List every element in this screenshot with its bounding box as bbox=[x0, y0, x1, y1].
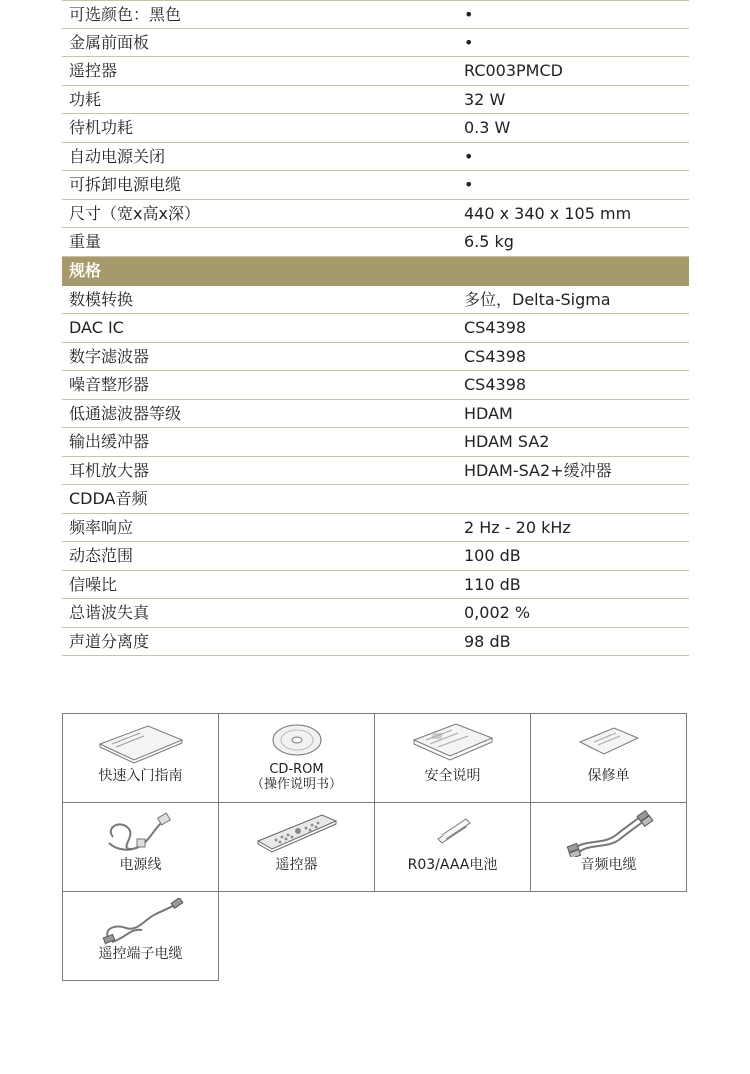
spec-row-noise-shaper bbox=[62, 371, 689, 400]
spec-value: HDAM bbox=[464, 403, 513, 423]
spec-label: 声道分离度 bbox=[69, 631, 150, 651]
spec-row-auto-off bbox=[62, 143, 689, 172]
accessory-label-line1: CD-ROM bbox=[269, 762, 324, 777]
spec-value: CS4398 bbox=[464, 346, 527, 366]
spec-value: HDAM SA2 bbox=[464, 432, 550, 451]
spec-label: 信噪比 bbox=[69, 574, 118, 594]
accessory-label: R03/AAA电池 bbox=[407, 857, 498, 873]
remote-connector-cable-icon bbox=[63, 898, 218, 946]
spec-row-dimensions bbox=[62, 200, 689, 229]
spec-row-digital-filter bbox=[62, 343, 689, 372]
spec-row-snr bbox=[62, 571, 689, 600]
spec-value: 6.5 kg bbox=[464, 232, 514, 251]
safety-instructions-icon bbox=[375, 720, 530, 768]
spec-row-cdda-audio bbox=[62, 485, 689, 514]
spec-value: 多位，Delta-Sigma bbox=[464, 289, 611, 309]
accessory-warranty-card bbox=[530, 713, 687, 803]
spec-label: CDDA音频 bbox=[69, 489, 148, 508]
spec-label: 重量 bbox=[69, 232, 102, 251]
spec-label: 功耗 bbox=[69, 89, 102, 109]
spec-label: 数模转换 bbox=[69, 289, 134, 309]
accessory-label: 快速入门指南 bbox=[98, 768, 183, 784]
accessory-label: 安全说明 bbox=[424, 768, 481, 784]
battery-icon bbox=[375, 809, 530, 857]
spec-value: 98 dB bbox=[464, 631, 511, 651]
spec-value: CS4398 bbox=[464, 318, 527, 337]
quick-start-guide-icon bbox=[63, 720, 218, 768]
spec-value: 110 dB bbox=[464, 574, 521, 594]
accessory-batteries bbox=[374, 802, 531, 892]
accessory-power-cord bbox=[62, 802, 219, 892]
spec-value: • bbox=[464, 146, 474, 166]
spec-label: 可选颜色：黑色 bbox=[69, 5, 182, 24]
spec-label: 动态范围 bbox=[69, 546, 134, 565]
accessory-label: 保修单 bbox=[587, 768, 630, 784]
spec-row-dynamic-range bbox=[62, 542, 689, 571]
spec-label: 耳机放大器 bbox=[69, 460, 150, 480]
spec-value: CS4398 bbox=[464, 375, 527, 394]
accessory-label: 电源线 bbox=[119, 857, 162, 873]
spec-row-channel-separation bbox=[62, 628, 689, 657]
spec-value: • bbox=[464, 5, 474, 24]
spec-row-frequency-response bbox=[62, 514, 689, 543]
audio-cable-icon bbox=[531, 809, 686, 857]
accessory-cd-rom bbox=[218, 713, 375, 803]
spec-label: 输出缓冲器 bbox=[69, 432, 150, 451]
spec-row-standby bbox=[62, 114, 689, 143]
remote-control-icon bbox=[219, 809, 374, 857]
spec-value: RC003PMCD bbox=[464, 61, 563, 80]
spec-row-remote bbox=[62, 57, 689, 86]
spec-label: 尺寸（宽x高x深） bbox=[69, 203, 200, 223]
accessory-audio-cable bbox=[530, 802, 687, 892]
spec-value: HDAM-SA2+缓冲器 bbox=[464, 460, 612, 480]
spec-value: • bbox=[464, 32, 474, 52]
spec-row-front-panel bbox=[62, 29, 689, 58]
accessory-safety-instructions bbox=[374, 713, 531, 803]
spec-row-weight bbox=[62, 228, 689, 257]
spec-label: 遥控器 bbox=[69, 61, 118, 80]
accessory-remote-control bbox=[218, 802, 375, 892]
spec-value: 0.3 W bbox=[464, 118, 511, 137]
accessory-label: 遥控器 bbox=[275, 857, 318, 873]
spec-value: • bbox=[464, 175, 474, 194]
warranty-card-icon bbox=[531, 720, 686, 768]
accessories-grid bbox=[62, 713, 689, 981]
spec-label: 频率响应 bbox=[69, 517, 134, 537]
accessory-label-line2: （操作说明书） bbox=[250, 777, 342, 792]
accessory-quick-start-guide bbox=[62, 713, 219, 803]
spec-value: 32 W bbox=[464, 89, 506, 109]
spec-label: 金属前面板 bbox=[69, 32, 150, 52]
accessory-label bbox=[219, 762, 374, 792]
spec-row-lowpass-filter bbox=[62, 400, 689, 429]
accessory-label: 音频电缆 bbox=[580, 857, 637, 873]
spec-label: 噪音整形器 bbox=[69, 375, 150, 394]
spec-row-color bbox=[62, 0, 689, 29]
cd-rom-icon bbox=[219, 720, 374, 768]
spec-label: 总谐波失真 bbox=[69, 603, 150, 622]
spec-label: 数字滤波器 bbox=[69, 346, 150, 366]
section-title: 规格 bbox=[69, 260, 102, 280]
spec-value: 0,002 % bbox=[464, 603, 531, 622]
spec-value: 440 x 340 x 105 mm bbox=[464, 203, 632, 223]
spec-value: 100 dB bbox=[464, 546, 521, 565]
spec-row-thd bbox=[62, 599, 689, 628]
spec-label: 自动电源关闭 bbox=[69, 146, 166, 166]
spec-label: 待机功耗 bbox=[69, 118, 134, 137]
spec-row-detachable-cable bbox=[62, 171, 689, 200]
section-header-specs bbox=[62, 257, 689, 286]
spec-value: 2 Hz - 20 kHz bbox=[464, 517, 571, 537]
spec-row-output-buffer bbox=[62, 428, 689, 457]
spec-label: 低通滤波器等级 bbox=[69, 403, 182, 423]
spec-table bbox=[62, 0, 689, 656]
accessory-remote-connector-cable bbox=[62, 891, 219, 981]
spec-row-power bbox=[62, 86, 689, 115]
accessory-label: 遥控端子电缆 bbox=[98, 946, 183, 962]
spec-label: 可拆卸电源电缆 bbox=[69, 175, 182, 194]
spec-label: DAC IC bbox=[69, 318, 124, 337]
spec-row-headphone-amp bbox=[62, 457, 689, 486]
spec-row-dac-ic bbox=[62, 314, 689, 343]
spec-row-dac-conversion bbox=[62, 286, 689, 315]
power-cord-icon bbox=[63, 809, 218, 857]
